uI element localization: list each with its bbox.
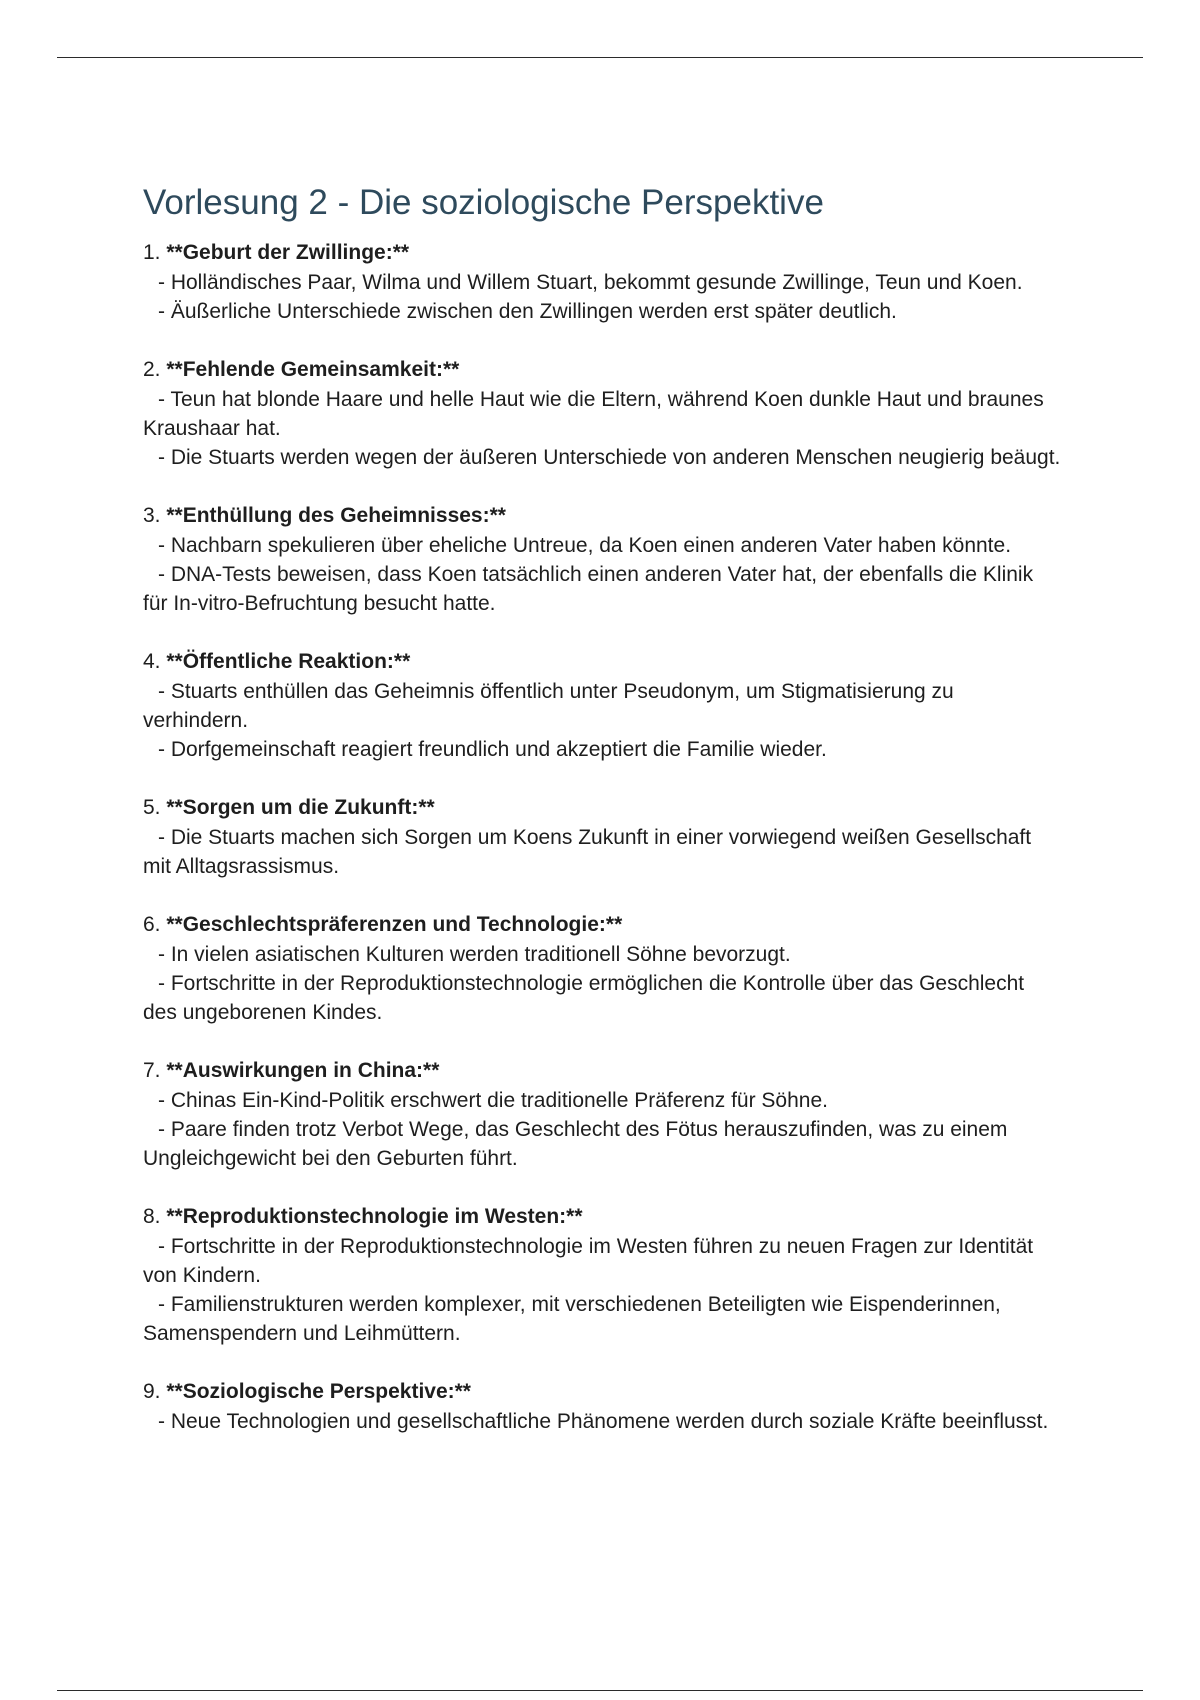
section-title: **Öffentliche Reaktion:** — [166, 650, 411, 673]
bullet-point — [143, 677, 1063, 735]
section-7 — [143, 1056, 1063, 1173]
bullet-point — [143, 1086, 1063, 1115]
bullet-text: DNA-Tests beweisen, dass Koen tatsächlich einen anderen Vater hat, der ebenfalls die Klinik für In-vitro-Befruchtung besucht hatte. — [143, 563, 1034, 615]
bullet-point — [143, 1232, 1063, 1290]
bullet-text: Nachbarn spekulieren über eheliche Untreue, da Koen einen anderen Vater haben könnte. — [170, 534, 1012, 557]
document-body — [143, 180, 1063, 1465]
bullet-text: Chinas Ein-Kind-Politik erschwert die traditionelle Präferenz für Söhne. — [170, 1089, 828, 1112]
dash-marker: - — [158, 1118, 171, 1141]
bottom-rule — [57, 1690, 1143, 1691]
bullet-text: Stuarts enthüllen das Geheimnis öffentlich unter Pseudonym, um Stigmatisierung zu verhindern. — [143, 680, 954, 732]
bullet-point — [143, 1407, 1063, 1436]
section-title: **Auswirkungen in China:** — [166, 1059, 440, 1082]
section-number: 3. — [143, 504, 161, 527]
bullet-text: In vielen asiatischen Kulturen werden traditionell Söhne bevorzugt. — [170, 943, 791, 966]
section-heading — [143, 238, 1063, 268]
section-number: 2. — [143, 358, 161, 381]
section-9 — [143, 1377, 1063, 1436]
section-title: **Geburt der Zwillinge:** — [166, 241, 410, 264]
bullet-text: Fortschritte in der Reproduktionstechnologie ermöglichen die Kontrolle über das Geschlecht des ungeborenen Kindes. — [143, 972, 1025, 1024]
bullet-point — [143, 1115, 1063, 1173]
bullet-text: Die Stuarts machen sich Sorgen um Koens Zukunft in einer vorwiegend weißen Gesellschaft mit Alltagsrassismus. — [143, 826, 1032, 878]
section-number: 1. — [143, 241, 161, 264]
dash-marker: - — [158, 680, 171, 703]
section-heading — [143, 1377, 1063, 1407]
document-title: Vorlesung 2 - Die soziologische Perspektive — [143, 183, 824, 222]
bullet-point — [143, 1290, 1063, 1348]
bullet-point — [143, 940, 1063, 969]
dash-marker: - — [158, 738, 171, 761]
section-number: 6. — [143, 913, 161, 936]
dash-marker: - — [158, 271, 171, 294]
section-8 — [143, 1202, 1063, 1348]
dash-marker: - — [158, 446, 171, 469]
section-5 — [143, 793, 1063, 881]
section-heading — [143, 1202, 1063, 1232]
section-3 — [143, 501, 1063, 618]
bullet-point — [143, 531, 1063, 560]
section-title: **Geschlechtspräferenzen und Technologie:** — [166, 913, 623, 936]
dash-marker: - — [158, 1089, 171, 1112]
dash-marker: - — [158, 943, 171, 966]
top-rule — [57, 57, 1143, 58]
dash-marker: - — [158, 300, 171, 323]
bullet-text: Äußerliche Unterschiede zwischen den Zwillingen werden erst später deutlich. — [170, 300, 897, 323]
section-number: 4. — [143, 650, 161, 673]
dash-marker: - — [158, 1293, 171, 1316]
section-1 — [143, 238, 1063, 326]
dash-marker: - — [158, 534, 171, 557]
bullet-point — [143, 297, 1063, 326]
bullet-text: Familienstrukturen werden komplexer, mit verschiedenen Beteiligten wie Eispenderinnen, Samenspendern und Leihmüttern. — [143, 1293, 1001, 1345]
section-6 — [143, 910, 1063, 1027]
section-number: 5. — [143, 796, 161, 819]
section-heading — [143, 501, 1063, 531]
dash-marker: - — [158, 826, 171, 849]
section-title: **Fehlende Gemeinsamkeit:** — [166, 358, 460, 381]
dash-marker: - — [158, 1235, 171, 1258]
bullet-point — [143, 560, 1063, 618]
bullet-text: Paare finden trotz Verbot Wege, das Geschlecht des Fötus herauszufinden, was zu einem Ungleichgewicht bei den Geburten führt. — [143, 1118, 1008, 1170]
bullet-point — [143, 443, 1063, 472]
section-heading — [143, 793, 1063, 823]
bullet-text: Fortschritte in der Reproduktionstechnologie im Westen führen zu neuen Fragen zur Identität von Kindern. — [143, 1235, 1034, 1287]
section-heading — [143, 355, 1063, 385]
dash-marker: - — [158, 1410, 171, 1433]
section-title: **Soziologische Perspektive:** — [166, 1380, 471, 1403]
section-title: **Reproduktionstechnologie im Westen:** — [166, 1205, 583, 1228]
dash-marker: - — [158, 972, 171, 995]
bullet-text: Die Stuarts werden wegen der äußeren Unterschiede von anderen Menschen neugierig beäugt. — [170, 446, 1061, 469]
bullet-text: Teun hat blonde Haare und helle Haut wie die Eltern, während Koen dunkle Haut und braunes Kraushaar hat. — [143, 388, 1044, 440]
section-2 — [143, 355, 1063, 472]
bullet-point — [143, 735, 1063, 764]
section-title: **Sorgen um die Zukunft:** — [166, 796, 435, 819]
section-heading — [143, 647, 1063, 677]
dash-marker: - — [158, 563, 171, 586]
section-number: 9. — [143, 1380, 161, 1403]
section-title: **Enthüllung des Geheimnisses:** — [166, 504, 506, 527]
dash-marker: - — [158, 388, 171, 411]
bullet-text: Dorfgemeinschaft reagiert freundlich und akzeptiert die Familie wieder. — [170, 738, 827, 761]
section-heading — [143, 1056, 1063, 1086]
section-list — [143, 238, 1063, 1436]
bullet-text: Holländisches Paar, Wilma und Willem Stuart, bekommt gesunde Zwillinge, Teun und Koen. — [170, 271, 1023, 294]
bullet-point — [143, 969, 1063, 1027]
section-heading — [143, 910, 1063, 940]
bullet-point — [143, 385, 1063, 443]
bullet-point — [143, 268, 1063, 297]
section-4 — [143, 647, 1063, 764]
bullet-point — [143, 823, 1063, 881]
section-number: 8. — [143, 1205, 161, 1228]
bullet-text: Neue Technologien und gesellschaftliche Phänomene werden durch soziale Kräfte beeinflusst. — [170, 1410, 1049, 1433]
section-number: 7. — [143, 1059, 161, 1082]
